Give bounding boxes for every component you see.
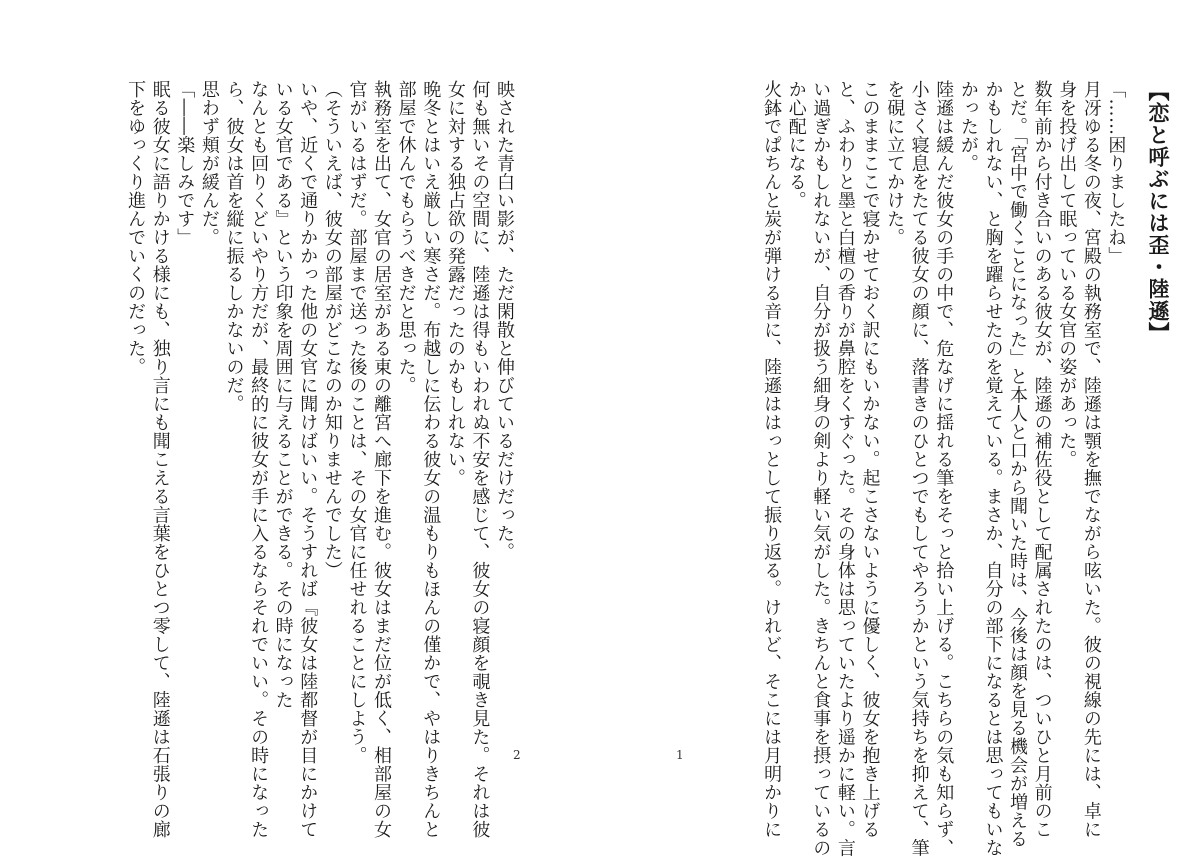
text-line: 身を投げ出して眠っている女官の姿があった。 — [1056, 80, 1078, 469]
text-line: 執務室を出て、女官の居室がある東の離宮へ廊下を進む。彼女はまだ位が低く、相部屋の女 — [371, 80, 393, 839]
text-line: 女に対する独占欲の発露だったのかもしれない。 — [444, 80, 466, 487]
page-1 — [600, 0, 1200, 857]
text-line: 月冴ゆる冬の夜、宮殿の執務室で、陸遜は顎を撫でながら呟いた。彼の視線の先には、卓に — [1080, 80, 1102, 839]
text-line: いや、近くで通りかかった他の女官に聞けばいい。そうすれば『彼女は陸都督が目にかけて — [297, 80, 319, 839]
page-2 — [0, 0, 600, 839]
text-line: を硯に立てかけた。 — [884, 80, 906, 247]
page-1-text — [759, 80, 1171, 857]
text-line: （そういえば、彼女の部屋がどこなのか知りませんでした） — [321, 80, 343, 580]
page-number: 1 — [676, 748, 684, 762]
text-line: と、ふわりと墨と白檀の香りが鼻腔をくすぐった。その身体は思っていたより遥かに軽い。言 — [834, 80, 856, 857]
text-line: 小さく寝息をたてる彼女の顔に、落書きのひとつでもしてやろうかという気持ちを抑えて、筆 — [908, 80, 930, 857]
text-line: なんとも回りくどいやり方だが、最終的に彼女が手に入るならそれでいい。その時になった — [248, 80, 270, 839]
page-2-text — [123, 80, 517, 839]
story-title: 【恋と呼ぶには歪・陸遜】 — [1146, 80, 1171, 344]
text-line: 映された青白い影が、ただ閑散と伸びているだけだった。 — [494, 80, 515, 561]
page-number: 2 — [513, 748, 521, 762]
text-line: 眠る彼女に語りかける様にも、独り言にも聞こえる言葉をひとつ零して、陸遜は石張りの廊 — [149, 80, 171, 839]
text-line: 火鉢でぱちんと炭が弾ける音に、陸遜ははっとして振り返る。けれど、そこには月明かりに — [761, 80, 783, 839]
text-line: いる女官である』という印象を周囲に与えることができる。その時になった — [272, 80, 294, 709]
text-line: このままここで寝かせておく訳にもいかない。起こさないように優しく、彼女を抱き上げる — [859, 80, 881, 839]
text-line: かもしれない、と胸を躍らせたのを覚えている。まさか、自分の部下になるとは思ってもいな — [982, 80, 1004, 857]
text-line: 数年前から付き合いのある彼女が、陸遜の補佐役として配属されたのは、ついひと月前のこ — [1031, 80, 1053, 839]
text-line: 部屋で休んでもらうべきだと思った。 — [395, 80, 417, 395]
text-line: か心配になる。 — [785, 80, 807, 210]
text-line: 下をゆっくり進んでいくのだった。 — [125, 80, 147, 376]
text-line: 「――楽しみです」 — [174, 80, 196, 247]
text-line: 「……困りましたね」 — [1105, 80, 1127, 265]
text-line: い過ぎかもしれないが、自分が扱う細身の剣より軽い気がした。きちんと食事を摂っているの — [810, 80, 832, 857]
text-line: とだ。「宮中で働くことになった」と本人と口から聞いた時は、今後は顔を見る機会が増える — [1007, 80, 1029, 848]
text-line: かったが。 — [957, 80, 979, 173]
text-line: ら、彼女は首を縦に振るしかないのだ。 — [223, 80, 245, 413]
text-line: 何も無いその空間に、陸遜は得もいわれぬ不安を感じて、彼女の寝顔を覗き見た。それは彼 — [469, 80, 491, 839]
text-line: 思わず頬が緩んだ。 — [198, 80, 220, 247]
text-line: 陸遜は緩んだ彼女の手の中で、危なげに揺れる筆をそっと拾い上げる。こちらの気も知らず、 — [933, 80, 955, 857]
text-line: 晩冬とはいえ厳しい寒さだ。布越しに伝わる彼女の温もりもほんの僅かで、やはりきちんと — [420, 80, 442, 839]
text-line: 官がいるはずだ。部屋まで送った後のことは、その女官に任せれることにしよう。 — [346, 80, 368, 765]
